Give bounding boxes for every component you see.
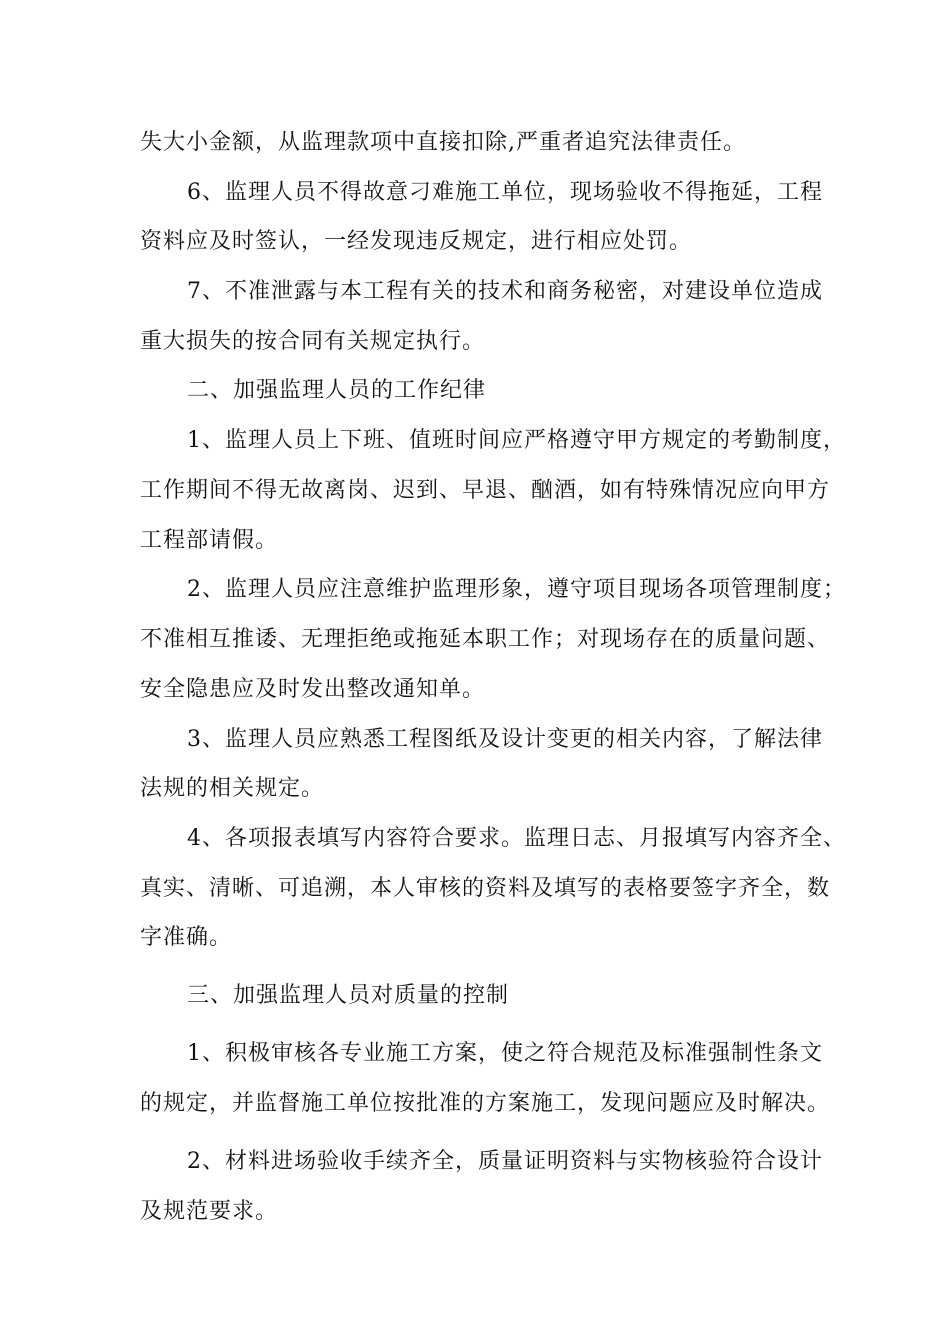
text-line: 安全隐患应及时发出整改通知单。 xyxy=(140,677,486,702)
text-line: 1、积极审核各专业施工方案，使之符合规范及标准强制性条文 xyxy=(187,1041,823,1066)
text-line: 失大小金额，从监理款项中直接扣除,严重者追究法律责任。 xyxy=(140,130,746,155)
text-line: 工作期间不得无故离岗、迟到、早退、酗酒，如有特殊情况应向甲方 xyxy=(140,478,831,503)
text-line: 重大损失的按合同有关规定执行。 xyxy=(140,329,486,354)
text-line: 及规范要求。 xyxy=(140,1199,279,1224)
text-line: 1、监理人员上下班、值班时间应严格遵守甲方规定的考勤制度， xyxy=(187,428,846,453)
text-line: 的规定，并监督施工单位按批准的方案施工，发现问题应及时解决。 xyxy=(140,1091,831,1116)
section-heading: 二、加强监理人员的工作纪律 xyxy=(187,378,487,403)
text-line: 2、材料进场验收手续齐全，质量证明资料与实物核验符合设计 xyxy=(187,1149,823,1174)
text-line: 法规的相关规定。 xyxy=(140,776,325,801)
text-line: 3、监理人员应熟悉工程图纸及设计变更的相关内容，了解法律 xyxy=(187,727,823,752)
text-line: 工程部请假。 xyxy=(140,528,279,553)
text-line: 4、各项报表填写内容符合要求。监理日志、月报填写内容齐全、 xyxy=(187,826,846,851)
section-heading: 三、加强监理人员对质量的控制 xyxy=(187,983,510,1008)
text-line: 6、监理人员不得故意刁难施工单位，现场验收不得拖延，工程 xyxy=(187,180,823,205)
text-line: 字准确。 xyxy=(140,925,233,950)
text-line: 2、监理人员应注意维护监理形象，遵守项目现场各项管理制度； xyxy=(187,577,846,602)
text-line: 不准相互推诿、无理拒绝或拖延本职工作；对现场存在的质量问题、 xyxy=(140,627,831,652)
text-line: 7、不准泄露与本工程有关的技术和商务秘密，对建设单位造成 xyxy=(187,279,823,304)
text-line: 资料应及时签认，一经发现违反规定，进行相应处罚。 xyxy=(140,229,693,254)
text-line: 真实、清晰、可追溯，本人审核的资料及填写的表格要签字齐全，数 xyxy=(140,876,831,901)
